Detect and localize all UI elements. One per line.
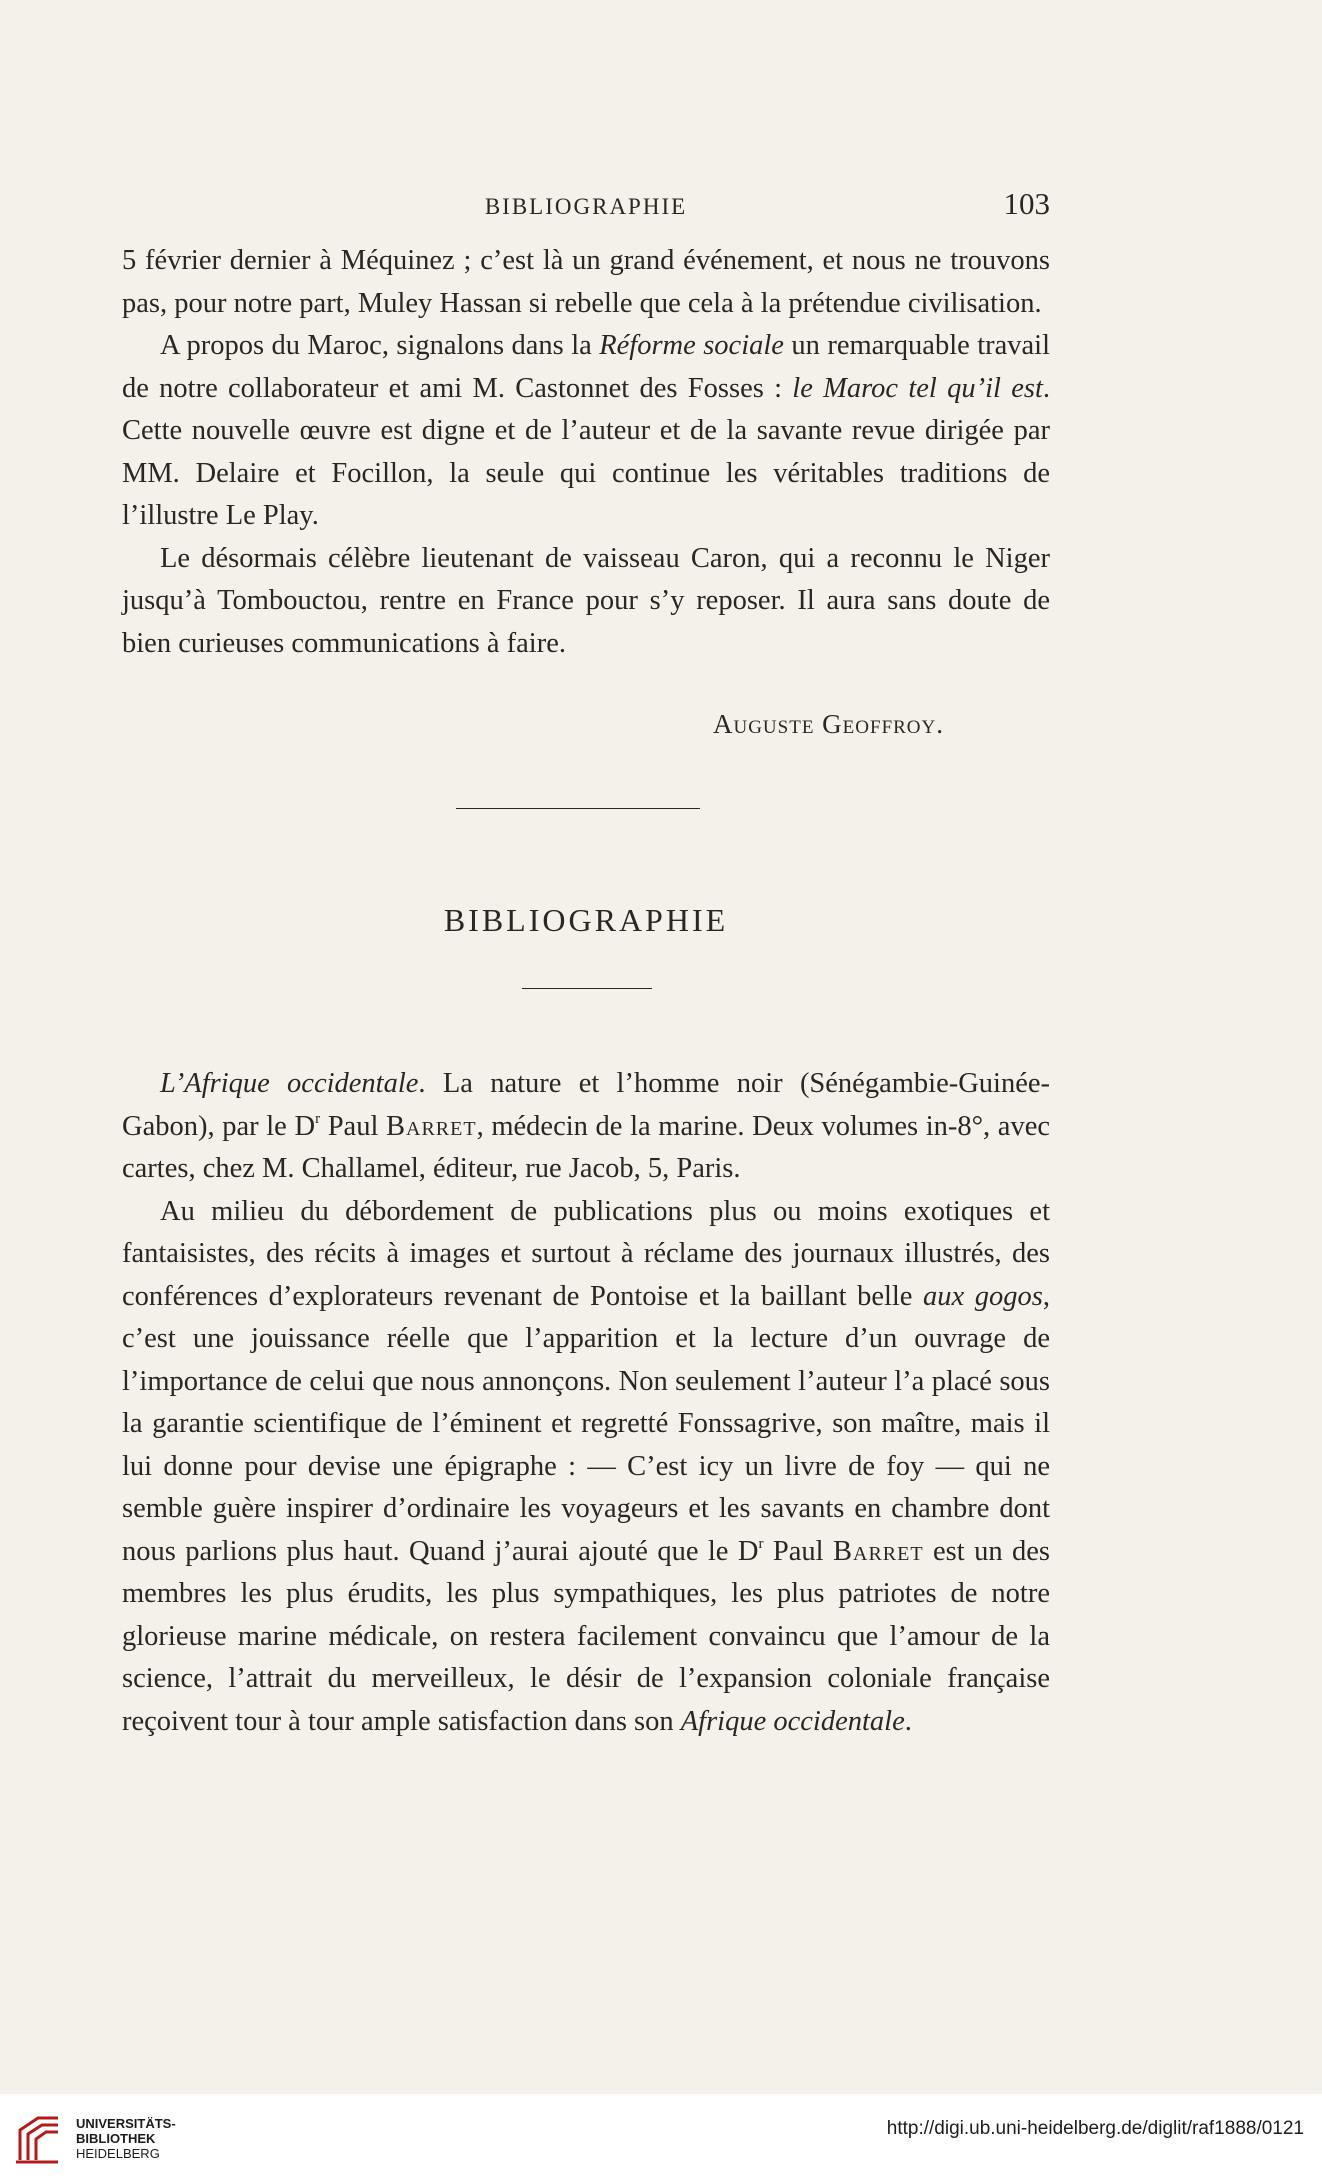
book-title: Afrique occidentale xyxy=(680,1705,905,1737)
text-run: Au milieu du débordement de publications plus ou moins exotiques et fantaisistes, des récits à images et surtout à réclame des journaux illustrés, des conférences d’explorateurs revenant de Pontoise et la baillant belle xyxy=(122,1195,1050,1312)
heidelberg-library-logo-icon xyxy=(14,2112,66,2166)
library-name-line: BIBLIOTHEK xyxy=(76,2131,156,2146)
review-citation xyxy=(122,1063,1050,1191)
author-name: Barret xyxy=(833,1535,924,1567)
text-run: , c’est une jouissance réelle que l’apparition et la lecture d’un ouvrage de l’importance de celui que nous annonçons. Non seulement l’auteur l’a placé sous la garantie scientifique de l’éminent et regretté Fonssagrive, son maître, mais il lui donne pour devise une épigraphe : — C’est icy un livre de foy — qui ne semble guère inspirer d’ordinaire les voyageurs et les savants en chambre dont nous parlions plus haut. Quand j’aurai ajouté que le D xyxy=(122,1280,1050,1567)
text-run: . La nature et l’homme noir (Sénégambie-Guinée-Gabon), par le D xyxy=(122,1068,1050,1142)
superscript: r xyxy=(315,1110,321,1127)
digitization-footer xyxy=(0,2094,1322,2180)
paragraph-maroc-event: 5 février dernier à Méquinez ; c’est là un grand événement, et nous ne trouvons pas, pour notre part, Muley Hassan si rebelle que cela à la prétendue civilisation. xyxy=(122,245,1050,319)
paragraph-caron: Le désormais célèbre lieutenant de vaisseau Caron, qui a reconnu le Niger jusqu’à Tombouctou, rentre en France pour s’y reposer. Il aura sans doute de bien curieuses communications à faire. xyxy=(122,542,1050,659)
running-title: BIBLIOGRAPHIE xyxy=(484,194,688,219)
paragraph-reforme-sociale xyxy=(122,325,1050,538)
top-section-text xyxy=(122,240,1050,665)
text-run: est un des membres les plus érudits, les plus sympathiques, les plus patriotes de notre glorieuse marine médicale, on restera facilement convaincu que l’amour de la science, l’attrait du merveilleux, le désir de l’expansion coloniale française reçoivent tour à tour ample satisfaction dans son xyxy=(122,1535,1051,1737)
review-body xyxy=(122,1191,1050,1744)
author-signature: Auguste Geoffroy. xyxy=(712,709,944,739)
text-run: . Cette nouvelle œuvre est digne et de l’auteur et de la savante revue dirigée par MM. Delaire et Focillon, la seule qui continue les véritables traditions de l’illustre Le Play. xyxy=(122,372,1051,531)
page-number: 103 xyxy=(1003,186,1050,221)
separator-rule xyxy=(456,808,700,809)
text-run: , médecin de la marine. Deux volumes in-8°, avec cartes, chez M. Challamel, éditeur, rue Jacob, 5, Paris. xyxy=(122,1110,1051,1184)
italic-title: le Maroc tel qu’il est xyxy=(792,372,1043,404)
library-name-line: UNIVERSITÄTS- xyxy=(76,2116,176,2131)
book-title: L’Afrique occidentale xyxy=(160,1068,419,1099)
text-run: Paul xyxy=(320,1110,387,1142)
italic-phrase: aux gogos xyxy=(923,1280,1043,1312)
text-run: un remarquable travail de notre collaborateur et ami M. Castonnet des Fosses : xyxy=(122,330,1051,404)
italic-title: Réforme sociale xyxy=(599,330,784,361)
library-name-line: HEIDELBERG xyxy=(76,2146,160,2161)
review-text xyxy=(122,1063,1050,1743)
text-run: Paul xyxy=(763,1535,833,1567)
library-name xyxy=(76,2116,176,2161)
source-url-link[interactable]: http://digi.ub.uni-heidelberg.de/diglit/raf1888/0121 xyxy=(886,2118,1304,2139)
section-heading: BIBLIOGRAPHIE xyxy=(443,902,729,938)
text-run: . xyxy=(904,1705,912,1737)
superscript: r xyxy=(758,1535,764,1552)
heading-underline-rule xyxy=(522,988,652,989)
text-run: A propos du Maroc, signalons dans la xyxy=(160,330,600,361)
running-head xyxy=(122,186,1050,226)
author-name: Barret xyxy=(386,1110,477,1142)
